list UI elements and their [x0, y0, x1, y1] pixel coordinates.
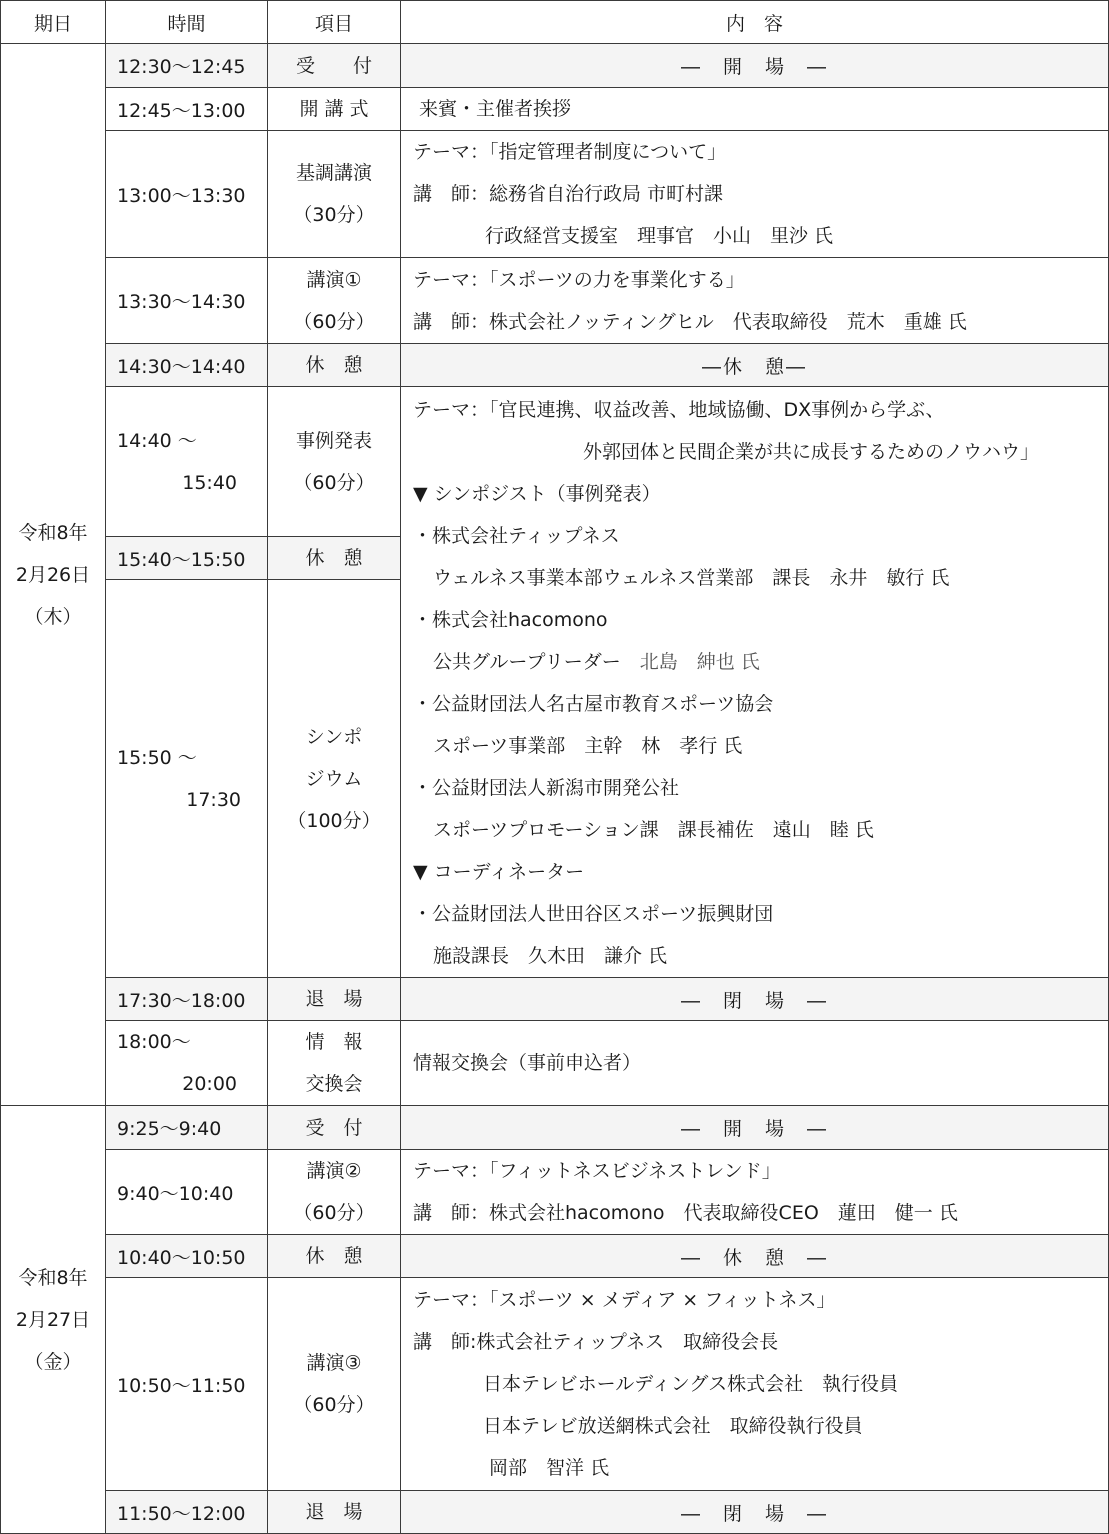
item-cell: 休 憩	[268, 1235, 401, 1278]
header-content: 内 容	[401, 1, 1109, 44]
content-line: 来賓・主催者挨拶	[413, 98, 572, 120]
item-line: 講演②	[306, 1160, 362, 1182]
panelist-org: ・株式会社ティップネス	[413, 525, 620, 547]
time-end: 17:30	[186, 788, 241, 811]
symposium-content-cell	[401, 387, 1109, 978]
content-line: 情報交換会（事前申込者）	[413, 1052, 642, 1074]
time-cell	[106, 1021, 268, 1106]
speaker-line: 日本テレビ放送網株式会社 取締役執行役員	[483, 1415, 863, 1437]
time-start: 15:50 〜	[117, 746, 197, 769]
coordinator-org: ・公益財団法人世田谷区スポーツ振興財団	[413, 903, 774, 925]
content-cell: ― 開 場 ―	[401, 1106, 1109, 1150]
date-weekday: （木）	[24, 605, 82, 628]
date-day: 2月27日	[15, 1308, 91, 1331]
theme-line: テーマ：「指定管理者制度について」	[413, 141, 727, 163]
coordinator-heading: ▼ コーディネーター	[413, 861, 585, 883]
time-cell: 10:50〜11:50	[106, 1278, 268, 1491]
item-cell: 休 憩	[268, 537, 401, 580]
item-cell	[268, 131, 401, 258]
speaker-line: 講 師：総務省自治行政局 市町村課	[413, 183, 724, 205]
content-cell: ― 開 場 ―	[401, 44, 1109, 88]
date-year: 令和8年	[18, 521, 88, 544]
content-cell	[401, 258, 1109, 344]
coordinator-person: 施設課長 久木田 謙介 氏	[433, 945, 668, 967]
date-weekday: （金）	[24, 1350, 82, 1373]
table-row	[1, 1491, 1109, 1534]
item-cell	[268, 1150, 401, 1235]
time-cell	[106, 580, 268, 978]
item-duration: （100分）	[287, 809, 381, 832]
time-cell: 13:30〜14:30	[106, 258, 268, 344]
table-row	[1, 1278, 1109, 1491]
time-cell: 10:40〜10:50	[106, 1235, 268, 1278]
speaker-line: 講 師:株式会社ティップネス 取締役会長	[413, 1331, 779, 1353]
time-end: 20:00	[182, 1073, 237, 1095]
header-item: 項目	[268, 1, 401, 44]
item-line: 交換会	[305, 1073, 363, 1095]
item-cell: 受 付	[268, 44, 401, 88]
content-cell: ― 閉 場 ―	[401, 978, 1109, 1021]
item-cell: 休 憩	[268, 344, 401, 387]
time-cell: 9:25〜9:40	[106, 1106, 268, 1150]
panelist-org: ・公益財団法人新潟市開発公社	[413, 777, 680, 799]
time-cell: 9:40〜10:40	[106, 1150, 268, 1235]
header-time: 時間	[106, 1, 268, 44]
panelists-heading: ▼ シンポジスト（事例発表）	[413, 483, 661, 505]
time-cell: 13:00〜13:30	[106, 131, 268, 258]
item-duration: （60分）	[293, 471, 375, 494]
item-cell: 退 場	[268, 1491, 401, 1534]
table-row	[1, 1150, 1109, 1235]
time-start: 14:40 〜	[117, 429, 197, 452]
item-cell: 開 講 式	[268, 88, 401, 131]
time-cell: 14:30〜14:40	[106, 344, 268, 387]
content-cell	[401, 131, 1109, 258]
time-end: 15:40	[182, 471, 237, 494]
item-line: 講演①	[306, 268, 362, 291]
panelist-role: 公共グループリーダー	[433, 651, 640, 673]
table-row	[1, 1021, 1109, 1106]
item-cell	[268, 1021, 401, 1106]
item-cell	[268, 1278, 401, 1491]
speaker-line: 行政経営支援室 理事官 小山 里沙 氏	[485, 225, 834, 247]
date-year: 令和8年	[18, 1266, 88, 1289]
item-line: 基調講演	[295, 162, 372, 184]
content-cell	[401, 1021, 1109, 1106]
table-row	[1, 44, 1109, 88]
table-row	[1, 258, 1109, 344]
theme-line: テーマ：「スポーツ × メディア × フィットネス」	[413, 1289, 836, 1311]
speaker-line: 日本テレビホールディングス株式会社 執行役員	[483, 1373, 899, 1395]
item-duration: （60分）	[293, 1394, 375, 1416]
panelist-org: ・公益財団法人名古屋市教育スポーツ協会	[413, 693, 774, 715]
date-cell-day1	[1, 44, 106, 1106]
item-cell	[268, 580, 401, 978]
panelist-person: ウェルネス事業本部ウェルネス営業部 課長 永井 敏行 氏	[433, 567, 950, 589]
item-duration: （60分）	[293, 1202, 375, 1224]
time-cell: 15:40〜15:50	[106, 537, 268, 580]
item-line: シンポ	[305, 725, 363, 748]
time-cell: 17:30〜18:00	[106, 978, 268, 1021]
theme-line: テーマ：「官民連携、収益改善、地域協働、DX事例から学ぶ、	[413, 399, 945, 421]
header-row	[1, 1, 1109, 44]
panelist-person: スポーツ事業部 主幹 林 孝行 氏	[433, 735, 743, 757]
table-row	[1, 1235, 1109, 1278]
content-cell	[401, 1278, 1109, 1491]
time-cell	[106, 387, 268, 537]
content-cell: ―休 憩―	[401, 344, 1109, 387]
item-line: ジウム	[305, 767, 363, 790]
theme-line: 外郭団体と民間企業が共に成長するためのノウハウ」	[583, 441, 1040, 463]
panelist-person: スポーツプロモーション課 課長補佐 遠山 睦 氏	[433, 819, 874, 841]
theme-line: テーマ：「フィットネスビジネストレンド」	[413, 1160, 781, 1182]
date-day: 2月26日	[15, 563, 91, 586]
content-cell: ― 閉 場 ―	[401, 1491, 1109, 1534]
table-row	[1, 387, 1109, 537]
panelist-org: ・株式会社hacomono	[413, 609, 608, 631]
content-cell: ― 休 憩 ―	[401, 1235, 1109, 1278]
item-duration: （30分）	[293, 204, 375, 226]
theme-line: テーマ：「スポーツの力を事業化する」	[413, 268, 745, 291]
time-cell: 12:30〜12:45	[106, 44, 268, 88]
time-start: 18:00〜	[117, 1031, 191, 1053]
speaker-line: 岡部 智洋 氏	[483, 1457, 610, 1479]
content-cell	[401, 1150, 1109, 1235]
item-line: 講演③	[306, 1352, 362, 1374]
table-row	[1, 344, 1109, 387]
time-cell: 11:50〜12:00	[106, 1491, 268, 1534]
item-cell: 受 付	[268, 1106, 401, 1150]
item-cell	[268, 387, 401, 537]
table-row	[1, 1106, 1109, 1150]
time-cell: 12:45〜13:00	[106, 88, 268, 131]
item-cell	[268, 258, 401, 344]
item-line: 情 報	[305, 1031, 363, 1053]
item-line: 事例発表	[295, 429, 372, 452]
panelist-name: 北島 紳也 氏	[639, 651, 760, 673]
speaker-line: 講 師：株式会社hacomono 代表取締役CEO 蓮田 健一 氏	[413, 1202, 958, 1224]
item-duration: （60分）	[293, 310, 375, 333]
speaker-line: 講 師：株式会社ノッティングヒル 代表取締役 荒木 重雄 氏	[413, 310, 967, 333]
table-row	[1, 131, 1109, 258]
table-row	[1, 978, 1109, 1021]
header-date: 期日	[1, 1, 106, 44]
content-cell	[401, 88, 1109, 131]
table-row	[1, 88, 1109, 131]
date-cell-day2	[1, 1106, 106, 1534]
item-cell: 退 場	[268, 978, 401, 1021]
panelist-person	[413, 641, 1108, 683]
